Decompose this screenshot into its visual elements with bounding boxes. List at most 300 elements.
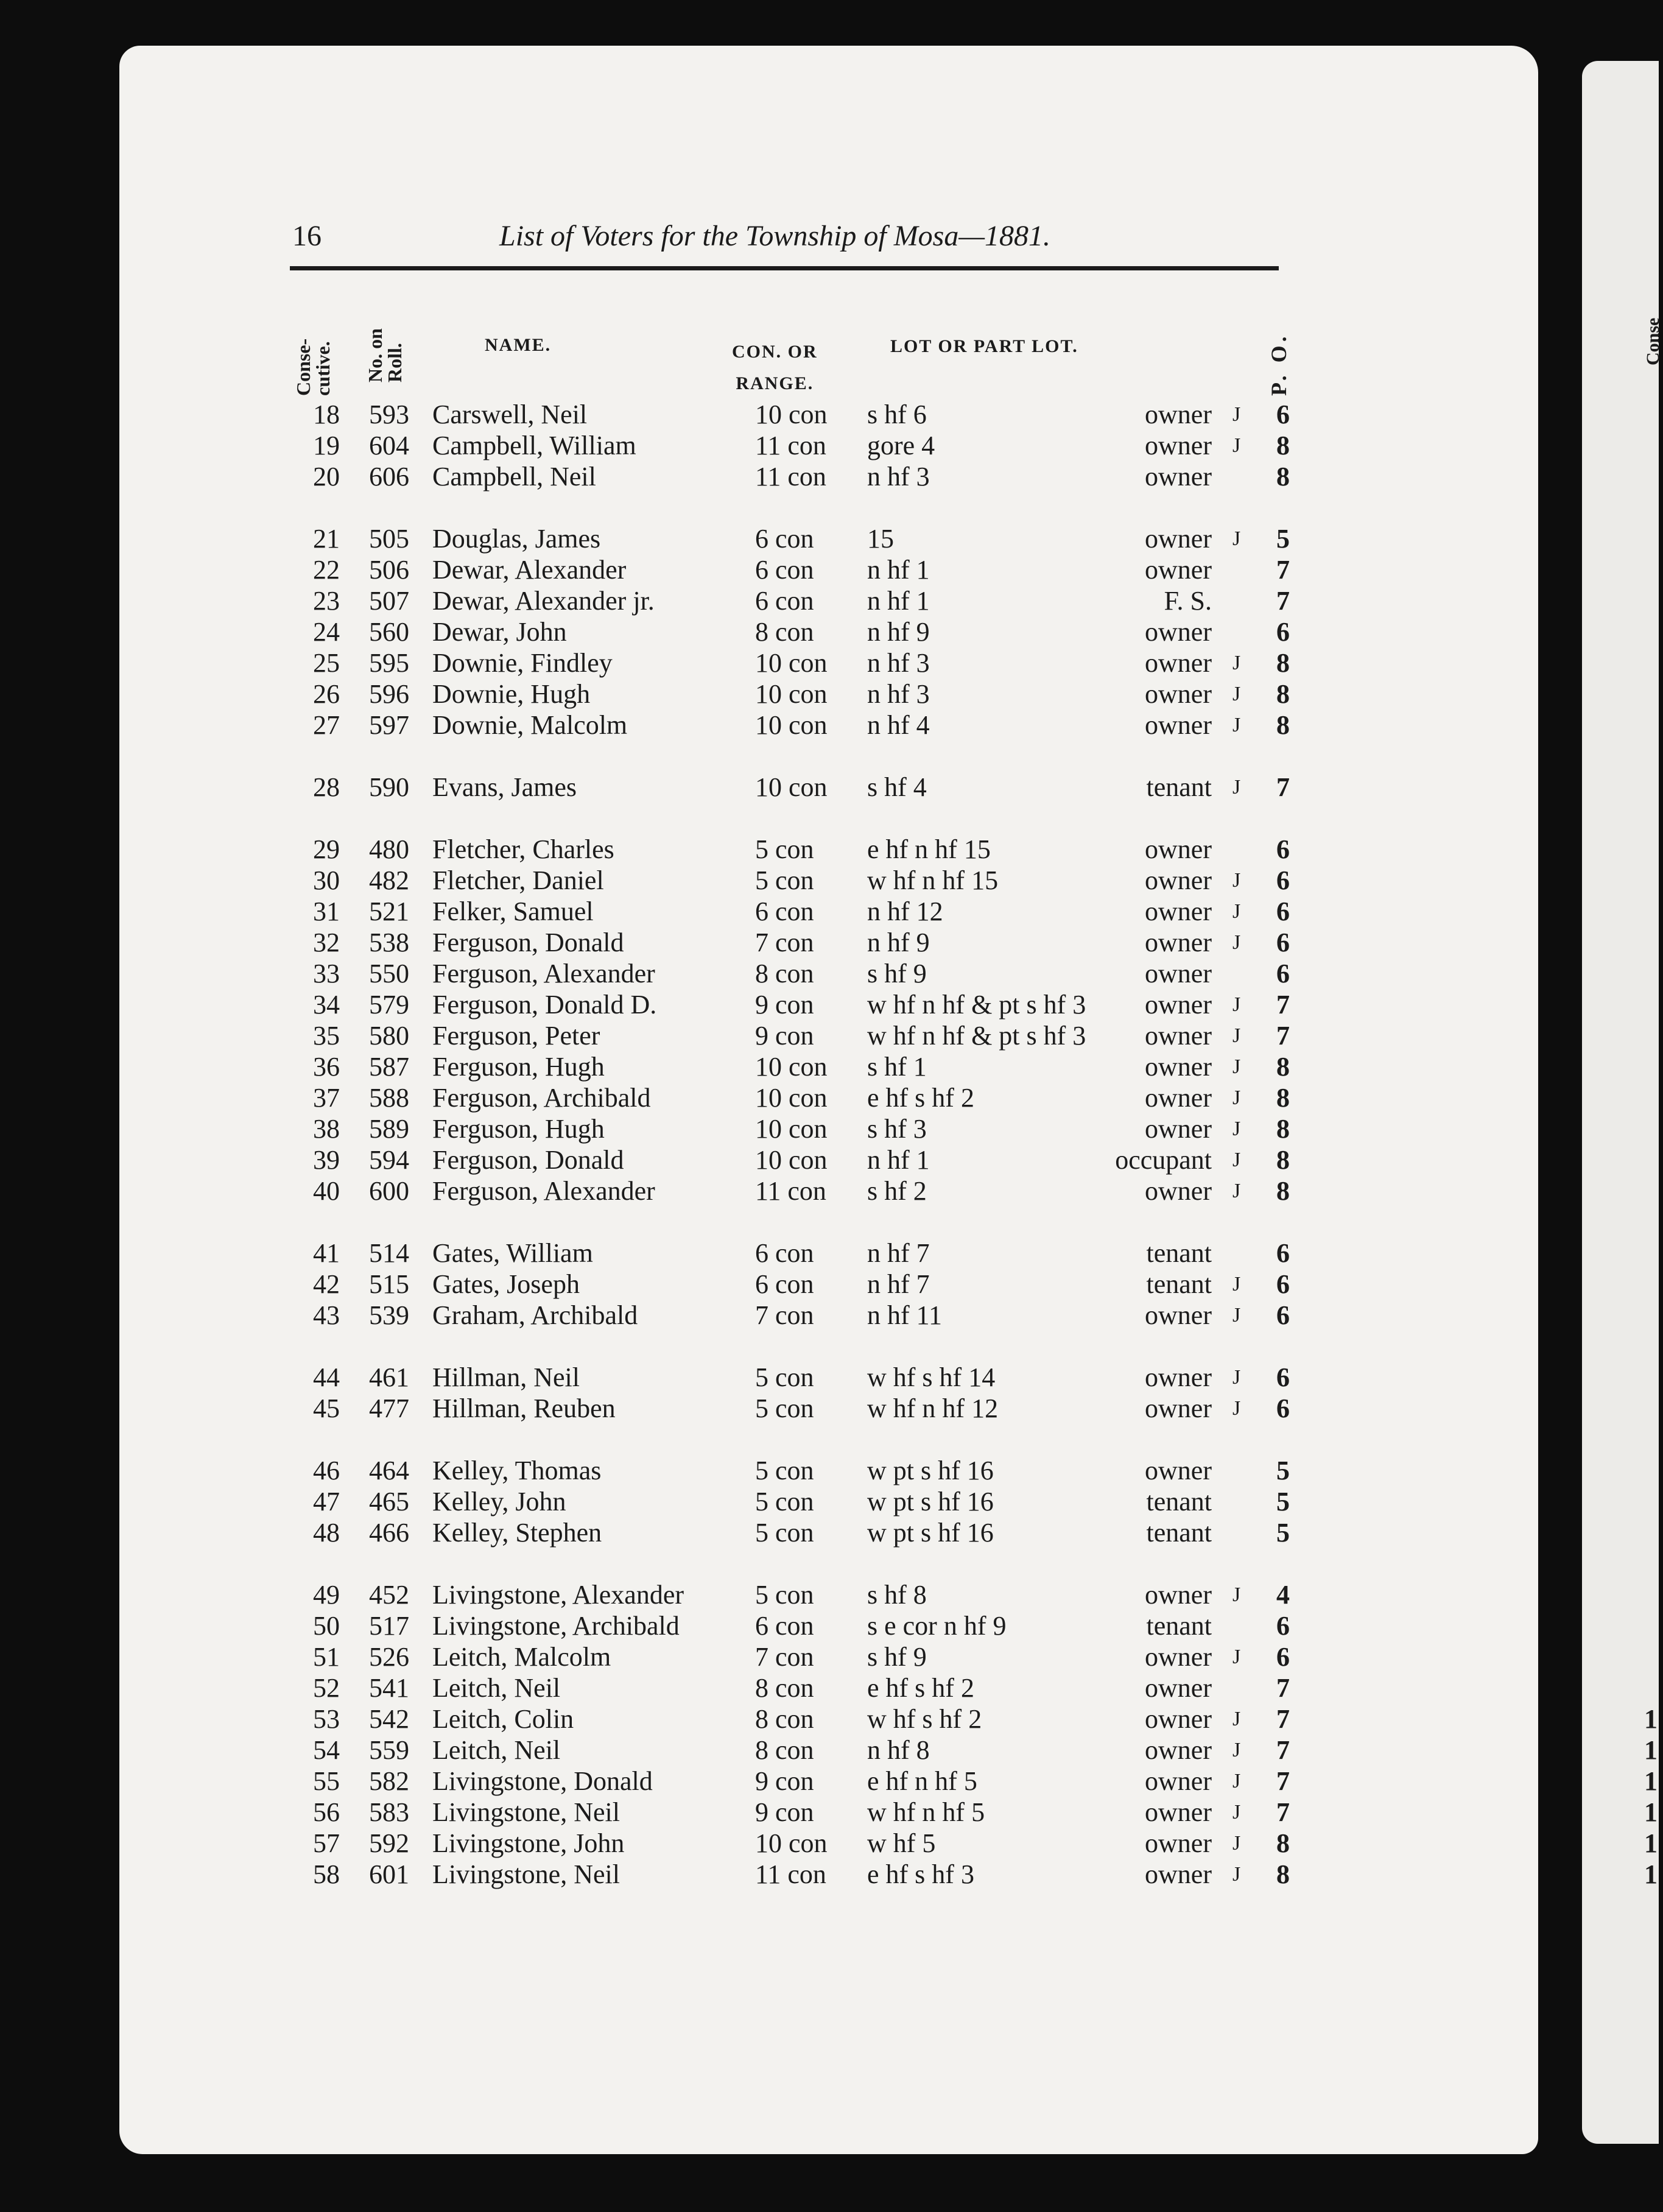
voter-post-office: 8 [1276, 1052, 1290, 1082]
voter-concession: 10 con [755, 772, 828, 802]
voter-juror-mark: J [1232, 1863, 1241, 1886]
voter-consecutive-number: 56 [313, 1797, 340, 1827]
voter-post-office: 6 [1276, 896, 1290, 926]
voter-status: owner [1145, 896, 1212, 926]
voter-consecutive-number: 45 [313, 1393, 340, 1423]
voter-concession: 6 con [755, 586, 814, 616]
voter-name: Ferguson, Alexander [432, 1176, 655, 1206]
voter-roll-number: 466 [369, 1518, 409, 1548]
table-row [0, 1766, 1659, 1797]
voter-status: owner [1145, 648, 1212, 678]
voter-post-office: 6 [1276, 1238, 1290, 1268]
voter-post-office: 6 [1276, 834, 1290, 864]
voter-lot: s hf 9 [867, 1642, 927, 1672]
voter-name: Ferguson, Alexander [432, 959, 655, 988]
voter-concession: 10 con [755, 1145, 828, 1175]
voter-juror-mark: J [1232, 1118, 1241, 1140]
voter-concession: 10 con [755, 1052, 828, 1082]
voter-juror-mark: J [1232, 900, 1241, 923]
voter-name: Ferguson, Donald D. [432, 990, 657, 1020]
voter-post-office: 6 [1276, 1300, 1290, 1330]
table-row [0, 1610, 1659, 1641]
voter-consecutive-number: 52 [313, 1673, 340, 1703]
voter-post-office: 8 [1276, 1176, 1290, 1206]
voter-concession: 6 con [755, 1269, 814, 1299]
voter-consecutive-number: 39 [313, 1145, 340, 1175]
voter-status: owner [1145, 679, 1212, 709]
voter-lot: s hf 3 [867, 1114, 927, 1144]
table-row [0, 989, 1659, 1020]
voter-post-office: 6 [1276, 1393, 1290, 1423]
voter-roll-number: 550 [369, 959, 409, 988]
voter-lot: n hf 8 [867, 1735, 930, 1765]
voter-roll-number: 594 [369, 1145, 409, 1175]
voter-juror-mark: J [1232, 869, 1241, 892]
voter-status: owner [1145, 1766, 1212, 1796]
voter-juror-mark: J [1232, 1646, 1241, 1668]
voter-name: Ferguson, Donald [432, 1145, 624, 1175]
voter-concession: 11 con [755, 1176, 826, 1206]
voter-consecutive-number: 28 [313, 772, 340, 802]
voter-juror-mark: J [1232, 1832, 1241, 1854]
voter-status: owner [1145, 1362, 1212, 1392]
voter-consecutive-number: 44 [313, 1362, 340, 1392]
voter-lot: e hf n hf 5 [867, 1766, 977, 1796]
voter-concession: 7 con [755, 928, 814, 957]
voter-name: Ferguson, Archibald [432, 1083, 651, 1113]
voter-name: Downie, Hugh [432, 679, 591, 709]
voter-status: owner [1145, 710, 1212, 740]
voter-consecutive-number: 21 [313, 524, 340, 554]
voter-roll-number: 477 [369, 1393, 409, 1423]
voter-name: Evans, James [432, 772, 577, 802]
table-row [0, 1300, 1659, 1331]
voter-juror-mark: J [1232, 527, 1241, 550]
voter-status: owner [1145, 462, 1212, 491]
voter-name: Kelley, John [432, 1487, 566, 1516]
voter-post-office: 4 [1276, 1580, 1290, 1610]
voter-post-office: 8 [1276, 1859, 1290, 1889]
voter-roll-number: 587 [369, 1052, 409, 1082]
voter-post-office: 7 [1276, 555, 1290, 585]
voter-concession: 9 con [755, 990, 814, 1020]
voter-lot: w hf n hf 5 [867, 1797, 985, 1827]
voter-post-office: 7 [1276, 1797, 1290, 1827]
voter-post-office: 6 [1276, 400, 1290, 429]
voter-lot: n hf 7 [867, 1269, 930, 1299]
voter-lot: s hf 2 [867, 1176, 927, 1206]
voter-roll-number: 600 [369, 1176, 409, 1206]
voter-consecutive-number: 35 [313, 1021, 340, 1051]
voter-status: owner [1145, 1300, 1212, 1330]
voter-juror-mark: J [1232, 993, 1241, 1016]
voter-consecutive-number: 58 [313, 1859, 340, 1889]
voter-concession: 10 con [755, 400, 828, 429]
voter-status: owner [1145, 865, 1212, 895]
table-row [0, 399, 1659, 430]
voter-concession: 10 con [755, 679, 828, 709]
voter-roll-number: 583 [369, 1797, 409, 1827]
voter-roll-number: 538 [369, 928, 409, 957]
voter-lot: n hf 11 [867, 1300, 943, 1330]
voter-status: owner [1145, 1859, 1212, 1889]
voter-status: owner [1145, 1052, 1212, 1082]
voter-consecutive-number: 46 [313, 1456, 340, 1485]
voter-consecutive-number: 53 [313, 1704, 340, 1734]
table-row [0, 1579, 1659, 1610]
table-row [0, 1082, 1659, 1113]
voter-consecutive-number: 54 [313, 1735, 340, 1765]
voter-post-office: 7 [1276, 1704, 1290, 1734]
voter-name: Leitch, Malcolm [432, 1642, 611, 1672]
voter-post-office: 5 [1276, 1456, 1290, 1485]
voter-lot: n hf 1 [867, 1145, 930, 1175]
voter-name: Livingstone, Archibald [432, 1611, 680, 1641]
voter-status: tenant [1146, 772, 1212, 802]
voter-name: Livingstone, John [432, 1828, 625, 1858]
voter-roll-number: 505 [369, 524, 409, 554]
voter-name: Dewar, John [432, 617, 567, 647]
voter-post-office: 8 [1276, 648, 1290, 678]
table-row [0, 1238, 1659, 1269]
voter-consecutive-number: 43 [313, 1300, 340, 1330]
table-row [0, 958, 1659, 989]
table-row [0, 1269, 1659, 1300]
voter-lot: w hf s hf 14 [867, 1362, 996, 1392]
voter-name: Dewar, Alexander [432, 555, 627, 585]
voter-status: owner [1145, 1021, 1212, 1051]
voter-roll-number: 461 [369, 1362, 409, 1392]
column-header-name: NAME. [485, 335, 552, 355]
voter-lot: w hf n hf 12 [867, 1393, 999, 1423]
voter-consecutive-number: 36 [313, 1052, 340, 1082]
voter-concession: 10 con [755, 1114, 828, 1144]
voter-juror-mark: J [1232, 1770, 1241, 1792]
voter-roll-number: 595 [369, 648, 409, 678]
voter-lot: gore 4 [867, 431, 935, 460]
voter-name: Livingstone, Alexander [432, 1580, 684, 1610]
voter-concession: 5 con [755, 1362, 814, 1392]
voter-concession: 5 con [755, 1487, 814, 1516]
voter-post-office: 7 [1276, 1766, 1290, 1796]
table-row [0, 1486, 1659, 1517]
voter-roll-number: 539 [369, 1300, 409, 1330]
table-row [0, 430, 1659, 461]
table-row [0, 865, 1659, 896]
voter-name: Ferguson, Peter [432, 1021, 600, 1051]
voter-consecutive-number: 18 [313, 400, 340, 429]
voter-status: owner [1145, 1828, 1212, 1858]
voter-name: Livingstone, Neil [432, 1859, 620, 1889]
voter-consecutive-number: 33 [313, 959, 340, 988]
voter-concession: 8 con [755, 959, 814, 988]
table-row [0, 1828, 1659, 1859]
voter-post-office: 8 [1276, 462, 1290, 491]
voter-juror-mark: J [1232, 1366, 1241, 1389]
voter-post-office: 8 [1276, 710, 1290, 740]
voter-concession: 9 con [755, 1797, 814, 1827]
voter-roll-number: 580 [369, 1021, 409, 1051]
voter-post-office: 6 [1276, 1269, 1290, 1299]
voter-lot: 15 [867, 524, 894, 554]
voter-name: Gates, William [432, 1238, 593, 1268]
table-row [0, 1051, 1659, 1082]
voter-concession: 6 con [755, 524, 814, 554]
table-row [0, 1641, 1659, 1672]
voter-roll-number: 507 [369, 586, 409, 616]
voter-name: Ferguson, Donald [432, 928, 624, 957]
voter-roll-number: 465 [369, 1487, 409, 1516]
voter-name: Ferguson, Hugh [432, 1114, 605, 1144]
column-header-lot: LOT OR PART LOT. [890, 336, 1078, 356]
voter-concession: 5 con [755, 1456, 814, 1485]
adjacent-page-fragment: 1 [1644, 1704, 1658, 1734]
voter-concession: 8 con [755, 1673, 814, 1703]
voter-post-office: 8 [1276, 431, 1290, 460]
table-row [0, 1175, 1659, 1206]
table-row [0, 1735, 1659, 1766]
voter-name: Carswell, Neil [432, 400, 588, 429]
voter-roll-number: 517 [369, 1611, 409, 1641]
voter-name: Graham, Archibald [432, 1300, 638, 1330]
voter-post-office: 5 [1276, 1487, 1290, 1516]
table-row [0, 1113, 1659, 1144]
voter-juror-mark: J [1232, 434, 1241, 457]
voter-roll-number: 582 [369, 1766, 409, 1796]
voter-lot: s hf 9 [867, 959, 927, 988]
voter-status: owner [1145, 1083, 1212, 1113]
voter-status: owner [1145, 1673, 1212, 1703]
voter-lot: e hf s hf 2 [867, 1083, 974, 1113]
voter-juror-mark: J [1232, 1024, 1241, 1047]
voter-post-office: 6 [1276, 1611, 1290, 1641]
voter-name: Fletcher, Daniel [432, 865, 604, 895]
voter-lot: n hf 3 [867, 648, 930, 678]
voter-post-office: 8 [1276, 1083, 1290, 1113]
voter-concession: 11 con [755, 462, 826, 491]
voter-roll-number: 526 [369, 1642, 409, 1672]
voter-concession: 9 con [755, 1021, 814, 1051]
voter-name: Downie, Malcolm [432, 710, 628, 740]
voter-consecutive-number: 29 [313, 834, 340, 864]
voter-lot: n hf 3 [867, 462, 930, 491]
adjacent-page-fragment: 1 [1644, 1735, 1658, 1765]
voter-lot: s hf 4 [867, 772, 927, 802]
table-row [0, 834, 1659, 865]
voter-roll-number: 593 [369, 400, 409, 429]
voter-lot: n hf 7 [867, 1238, 930, 1268]
voter-post-office: 7 [1276, 1735, 1290, 1765]
voter-juror-mark: J [1232, 1708, 1241, 1730]
voter-lot: s hf 6 [867, 400, 927, 429]
voter-name: Campbell, William [432, 431, 636, 460]
voter-status: owner [1145, 1114, 1212, 1144]
voter-lot: s e cor n hf 9 [867, 1611, 1007, 1641]
voter-name: Leitch, Neil [432, 1735, 561, 1765]
column-header-po: P. O. [1267, 333, 1291, 396]
voter-juror-mark: J [1232, 1304, 1241, 1326]
voter-consecutive-number: 38 [313, 1114, 340, 1144]
adjacent-page-fragment: 1 [1644, 1766, 1658, 1796]
voter-consecutive-number: 30 [313, 865, 340, 895]
voter-concession: 7 con [755, 1300, 814, 1330]
voter-lot: n hf 9 [867, 928, 930, 957]
table-row [0, 647, 1659, 678]
voter-lot: n hf 1 [867, 586, 930, 616]
table-row [0, 1362, 1659, 1393]
voter-concession: 6 con [755, 1238, 814, 1268]
voter-consecutive-number: 26 [313, 679, 340, 709]
table-row [0, 1859, 1659, 1890]
voter-name: Kelley, Thomas [432, 1456, 602, 1485]
table-row [0, 678, 1659, 710]
voter-lot: e hf n hf 15 [867, 834, 991, 864]
voter-status: tenant [1146, 1611, 1212, 1641]
table-row [0, 523, 1659, 554]
voter-roll-number: 604 [369, 431, 409, 460]
voter-lot: n hf 9 [867, 617, 930, 647]
voter-roll-number: 480 [369, 834, 409, 864]
voter-juror-mark: J [1232, 1149, 1241, 1171]
voter-concession: 8 con [755, 617, 814, 647]
voter-status: owner [1145, 1176, 1212, 1206]
voter-post-office: 6 [1276, 1642, 1290, 1672]
adjacent-page-header-fragment: Conse [1643, 317, 1663, 365]
voter-status: tenant [1146, 1238, 1212, 1268]
voter-consecutive-number: 40 [313, 1176, 340, 1206]
table-row [0, 554, 1659, 585]
voter-lot: w hf n hf 15 [867, 865, 999, 895]
voter-post-office: 8 [1276, 1114, 1290, 1144]
voter-roll-number: 597 [369, 710, 409, 740]
table-row [0, 1703, 1659, 1735]
voter-consecutive-number: 42 [313, 1269, 340, 1299]
voter-concession: 6 con [755, 1611, 814, 1641]
voter-post-office: 6 [1276, 959, 1290, 988]
adjacent-page-fragment: 1 [1644, 1859, 1658, 1889]
voter-roll-number: 560 [369, 617, 409, 647]
voter-roll-number: 589 [369, 1114, 409, 1144]
voter-name: Douglas, James [432, 524, 601, 554]
voter-status: owner [1145, 834, 1212, 864]
table-row [0, 1144, 1659, 1175]
voter-name: Ferguson, Hugh [432, 1052, 605, 1082]
voter-name: Livingstone, Neil [432, 1797, 620, 1827]
voter-concession: 5 con [755, 1518, 814, 1548]
voter-roll-number: 506 [369, 555, 409, 585]
voter-consecutive-number: 25 [313, 648, 340, 678]
voter-post-office: 6 [1276, 617, 1290, 647]
voter-consecutive-number: 22 [313, 555, 340, 585]
voter-concession: 8 con [755, 1735, 814, 1765]
voter-juror-mark: J [1232, 1583, 1241, 1606]
voter-concession: 11 con [755, 1859, 826, 1889]
voter-status: owner [1145, 959, 1212, 988]
voter-concession: 8 con [755, 1704, 814, 1734]
voter-juror-mark: J [1232, 683, 1241, 705]
voter-roll-number: 596 [369, 679, 409, 709]
voter-consecutive-number: 41 [313, 1238, 340, 1268]
voter-post-office: 5 [1276, 524, 1290, 554]
table-row [0, 1797, 1659, 1828]
voter-lot: w hf s hf 2 [867, 1704, 982, 1734]
voter-consecutive-number: 57 [313, 1828, 340, 1858]
voter-status: owner [1145, 928, 1212, 957]
voter-roll-number: 514 [369, 1238, 409, 1268]
voter-lot: n hf 4 [867, 710, 930, 740]
voter-lot: w pt s hf 16 [867, 1518, 994, 1548]
voter-lot: n hf 3 [867, 679, 930, 709]
voter-consecutive-number: 20 [313, 462, 340, 491]
voter-concession: 9 con [755, 1766, 814, 1796]
voter-concession: 11 con [755, 431, 826, 460]
voter-roll-number: 542 [369, 1704, 409, 1734]
table-row [0, 927, 1659, 958]
voter-status: owner [1145, 400, 1212, 429]
table-row [0, 772, 1659, 803]
column-header-con: CON. OR RANGE. [732, 342, 818, 393]
table-row [0, 1517, 1659, 1548]
voter-lot: w hf 5 [867, 1828, 936, 1858]
voter-juror-mark: J [1232, 931, 1241, 954]
voter-status: owner [1145, 1642, 1212, 1672]
voter-lot: n hf 12 [867, 896, 943, 926]
voter-name: Gates, Joseph [432, 1269, 580, 1299]
voter-status: owner [1145, 617, 1212, 647]
voter-status: owner [1145, 990, 1212, 1020]
table-row [0, 896, 1659, 927]
voter-lot: e hf s hf 2 [867, 1673, 974, 1703]
voter-post-office: 6 [1276, 928, 1290, 957]
table-row [0, 616, 1659, 647]
voter-name: Campbell, Neil [432, 462, 596, 491]
column-header-consecutive: Conse- cutive. [292, 338, 334, 396]
voter-name: Downie, Findley [432, 648, 613, 678]
voter-consecutive-number: 50 [313, 1611, 340, 1641]
voter-roll-number: 601 [369, 1859, 409, 1889]
voter-status: tenant [1146, 1518, 1212, 1548]
voter-roll-number: 464 [369, 1456, 409, 1485]
table-row [0, 1393, 1659, 1424]
table-row [0, 461, 1659, 492]
voter-consecutive-number: 31 [313, 896, 340, 926]
voter-name: Fletcher, Charles [432, 834, 614, 864]
voter-consecutive-number: 48 [313, 1518, 340, 1548]
voter-concession: 5 con [755, 1580, 814, 1610]
voter-lot: w pt s hf 16 [867, 1456, 994, 1485]
voter-name: Kelley, Stephen [432, 1518, 602, 1548]
voter-roll-number: 482 [369, 865, 409, 895]
voter-roll-number: 588 [369, 1083, 409, 1113]
voter-post-office: 6 [1276, 865, 1290, 895]
voter-concession: 7 con [755, 1642, 814, 1672]
voter-consecutive-number: 55 [313, 1766, 340, 1796]
voter-juror-mark: J [1232, 1055, 1241, 1078]
voter-concession: 10 con [755, 648, 828, 678]
voter-roll-number: 541 [369, 1673, 409, 1703]
voter-juror-mark: J [1232, 652, 1241, 674]
voter-consecutive-number: 51 [313, 1642, 340, 1672]
voter-status: owner [1145, 1456, 1212, 1485]
voter-status: tenant [1146, 1269, 1212, 1299]
voter-roll-number: 521 [369, 896, 409, 926]
voter-roll-number: 515 [369, 1269, 409, 1299]
table-row [0, 710, 1659, 741]
voter-consecutive-number: 34 [313, 990, 340, 1020]
voter-name: Hillman, Neil [432, 1362, 580, 1392]
voter-concession: 6 con [755, 555, 814, 585]
voter-post-office: 8 [1276, 1828, 1290, 1858]
